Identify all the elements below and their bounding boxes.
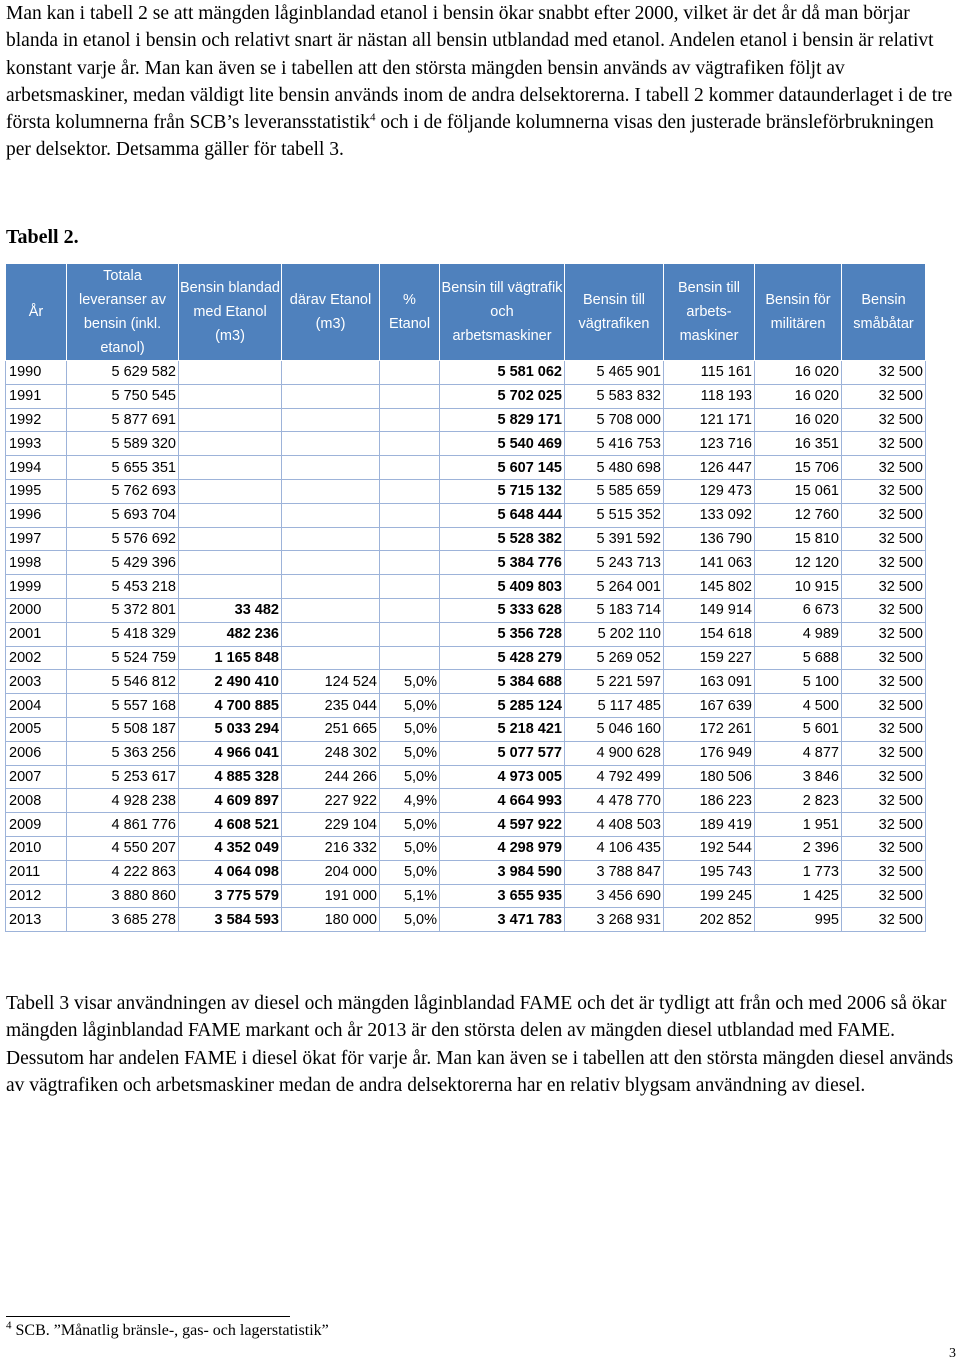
header-total-deliveries: Totala leveranser av bensin (inkl. etanol) [67,264,179,361]
cell-road-traffic: 5 515 352 [565,503,664,527]
cell-work-machinery: 133 092 [664,503,755,527]
cell-road-traffic: 5 243 713 [565,551,664,575]
cell-small-boats: 32 500 [842,789,926,813]
cell-ethanol-percent: 5,0% [380,741,440,765]
cell-ethanol-percent: 5,1% [380,884,440,908]
cell-year: 1994 [6,456,67,480]
cell-year: 2004 [6,694,67,718]
cell-road-traffic: 4 478 770 [565,789,664,813]
cell-blended-petrol: 4 700 885 [179,694,282,718]
table-row [6,503,926,527]
cell-small-boats: 32 500 [842,908,926,932]
cell-small-boats: 32 500 [842,836,926,860]
cell-blended-petrol [179,527,282,551]
cell-ethanol-amount [282,646,380,670]
cell-work-machinery: 163 091 [664,670,755,694]
cell-total-deliveries: 5 655 351 [67,456,179,480]
cell-road-and-machinery: 3 655 935 [440,884,565,908]
table-row [6,408,926,432]
table-row [6,908,926,932]
cell-small-boats: 32 500 [842,670,926,694]
cell-year: 1996 [6,503,67,527]
cell-small-boats: 32 500 [842,575,926,599]
cell-blended-petrol [179,575,282,599]
cell-blended-petrol: 1 165 848 [179,646,282,670]
table-row [6,361,926,385]
table-body [6,361,926,932]
header-blended-petrol: Bensin blandad med Etanol (m3) [179,264,282,361]
footnote [6,1319,329,1340]
cell-ethanol-amount [282,575,380,599]
cell-military: 15 810 [755,527,842,551]
cell-small-boats: 32 500 [842,765,926,789]
cell-work-machinery: 186 223 [664,789,755,813]
intro-text-part2: och i de följande kolumnerna visas den justerade bränsleförbrukningen per delsektor. Detsamma gäller för tabell 3. [6,112,934,161]
cell-ethanol-amount [282,408,380,432]
cell-blended-petrol: 33 482 [179,598,282,622]
table-row [6,694,926,718]
cell-ethanol-percent [380,598,440,622]
cell-year: 1990 [6,361,67,385]
cell-blended-petrol: 4 966 041 [179,741,282,765]
cell-road-traffic: 5 221 597 [565,670,664,694]
cell-road-and-machinery: 5 428 279 [440,646,565,670]
cell-road-traffic: 5 416 753 [565,432,664,456]
cell-military: 4 989 [755,622,842,646]
cell-year: 1993 [6,432,67,456]
cell-blended-petrol [179,503,282,527]
cell-total-deliveries: 5 546 812 [67,670,179,694]
cell-total-deliveries: 5 418 329 [67,622,179,646]
cell-ethanol-amount [282,384,380,408]
table-row [6,384,926,408]
cell-work-machinery: 121 171 [664,408,755,432]
table-row [6,479,926,503]
table-row [6,575,926,599]
cell-ethanol-amount: 235 044 [282,694,380,718]
cell-work-machinery: 126 447 [664,456,755,480]
cell-ethanol-amount [282,503,380,527]
cell-total-deliveries: 5 524 759 [67,646,179,670]
cell-total-deliveries: 5 693 704 [67,503,179,527]
cell-road-and-machinery: 5 409 803 [440,575,565,599]
cell-ethanol-percent [380,622,440,646]
intro-text-part1: Man kan i tabell 2 se att mängden låginblandad etanol i bensin ökar snabbt efter 2000, vilket är det år då man börjar blanda in etanol i bensin och relativt snart är nästan all bensin utblandad med etanol. Andelen etanol i bensin är relativt konstant varje år. Man kan även se i tabellen att den största mängden bensin används av vägtrafiken följt av arbetsmaskiner, medan väldigt lite bensin används inom de andra delsektorerna. I tabell 2 kommer dataunderlaget i de tre första kolumnerna från SCB’s leveransstatistik [6,3,953,134]
cell-year: 2002 [6,646,67,670]
cell-road-traffic: 5 585 659 [565,479,664,503]
cell-ethanol-amount [282,361,380,385]
cell-road-traffic: 4 900 628 [565,741,664,765]
cell-total-deliveries: 5 429 396 [67,551,179,575]
cell-blended-petrol: 4 609 897 [179,789,282,813]
cell-small-boats: 32 500 [842,741,926,765]
cell-military: 5 100 [755,670,842,694]
cell-total-deliveries: 4 928 238 [67,789,179,813]
cell-military: 5 688 [755,646,842,670]
cell-ethanol-percent [380,361,440,385]
cell-road-traffic: 3 788 847 [565,860,664,884]
table-row [6,717,926,741]
cell-ethanol-amount: 227 922 [282,789,380,813]
cell-road-and-machinery: 3 471 783 [440,908,565,932]
cell-year: 2006 [6,741,67,765]
cell-blended-petrol [179,479,282,503]
cell-year: 2009 [6,813,67,837]
cell-road-and-machinery: 5 540 469 [440,432,565,456]
cell-blended-petrol [179,456,282,480]
intro-paragraph [6,0,958,164]
cell-ethanol-amount: 204 000 [282,860,380,884]
cell-small-boats: 32 500 [842,860,926,884]
page-number: 3 [949,1346,956,1361]
cell-road-and-machinery: 4 973 005 [440,765,565,789]
cell-ethanol-percent: 4,9% [380,789,440,813]
cell-ethanol-amount: 216 332 [282,836,380,860]
cell-ethanol-amount: 180 000 [282,908,380,932]
cell-military: 16 020 [755,384,842,408]
cell-small-boats: 32 500 [842,813,926,837]
table-row [6,670,926,694]
cell-total-deliveries: 5 877 691 [67,408,179,432]
cell-work-machinery: 199 245 [664,884,755,908]
cell-road-traffic: 5 583 832 [565,384,664,408]
cell-work-machinery: 145 802 [664,575,755,599]
cell-year: 1999 [6,575,67,599]
cell-ethanol-amount [282,456,380,480]
fuel-table-container [5,263,926,932]
cell-total-deliveries: 4 861 776 [67,813,179,837]
cell-blended-petrol: 3 584 593 [179,908,282,932]
cell-total-deliveries: 3 685 278 [67,908,179,932]
cell-road-traffic: 5 183 714 [565,598,664,622]
cell-military: 16 020 [755,361,842,385]
cell-ethanol-amount: 124 524 [282,670,380,694]
table-row [6,765,926,789]
cell-work-machinery: 115 161 [664,361,755,385]
cell-year: 2008 [6,789,67,813]
cell-military: 12 120 [755,551,842,575]
table-row [6,836,926,860]
header-ethanol-amount: därav Etanol (m3) [282,264,380,361]
cell-military: 4 500 [755,694,842,718]
table-header-row [6,264,926,361]
table-row [6,527,926,551]
cell-ethanol-percent [380,456,440,480]
cell-total-deliveries: 5 629 582 [67,361,179,385]
cell-ethanol-amount [282,622,380,646]
cell-road-and-machinery: 5 581 062 [440,361,565,385]
table-row [6,860,926,884]
cell-total-deliveries: 5 372 801 [67,598,179,622]
cell-work-machinery: 172 261 [664,717,755,741]
cell-year: 2001 [6,622,67,646]
cell-road-and-machinery: 3 984 590 [440,860,565,884]
cell-military: 1 951 [755,813,842,837]
cell-work-machinery: 176 949 [664,741,755,765]
cell-year: 2003 [6,670,67,694]
cell-ethanol-amount [282,432,380,456]
cell-blended-petrol: 482 236 [179,622,282,646]
cell-small-boats: 32 500 [842,717,926,741]
cell-small-boats: 32 500 [842,456,926,480]
cell-road-traffic: 4 106 435 [565,836,664,860]
cell-military: 12 760 [755,503,842,527]
cell-road-and-machinery: 5 356 728 [440,622,565,646]
cell-year: 1992 [6,408,67,432]
cell-ethanol-percent: 5,0% [380,836,440,860]
cell-military: 5 601 [755,717,842,741]
cell-small-boats: 32 500 [842,408,926,432]
cell-blended-petrol [179,408,282,432]
cell-road-traffic: 5 708 000 [565,408,664,432]
footnote-divider [6,1316,290,1317]
cell-ethanol-percent: 5,0% [380,765,440,789]
cell-small-boats: 32 500 [842,646,926,670]
cell-work-machinery: 180 506 [664,765,755,789]
cell-total-deliveries: 5 576 692 [67,527,179,551]
cell-military: 10 915 [755,575,842,599]
cell-work-machinery: 129 473 [664,479,755,503]
cell-year: 2013 [6,908,67,932]
cell-year: 1991 [6,384,67,408]
header-road-traffic: Bensin till vägtrafiken [565,264,664,361]
cell-ethanol-percent: 5,0% [380,813,440,837]
table-row [6,646,926,670]
cell-work-machinery: 136 790 [664,527,755,551]
cell-total-deliveries: 5 589 320 [67,432,179,456]
cell-total-deliveries: 4 222 863 [67,860,179,884]
cell-road-traffic: 5 117 485 [565,694,664,718]
cell-road-traffic: 5 465 901 [565,361,664,385]
cell-ethanol-amount: 229 104 [282,813,380,837]
cell-work-machinery: 141 063 [664,551,755,575]
cell-ethanol-amount [282,551,380,575]
cell-year: 2011 [6,860,67,884]
table-row [6,789,926,813]
cell-ethanol-percent [380,646,440,670]
cell-road-and-machinery: 5 077 577 [440,741,565,765]
cell-road-traffic: 5 391 592 [565,527,664,551]
cell-blended-petrol [179,384,282,408]
cell-ethanol-percent [380,432,440,456]
cell-small-boats: 32 500 [842,694,926,718]
cell-year: 2000 [6,598,67,622]
cell-ethanol-amount: 251 665 [282,717,380,741]
cell-road-and-machinery: 4 597 922 [440,813,565,837]
table-row [6,456,926,480]
cell-blended-petrol: 2 490 410 [179,670,282,694]
cell-year: 2007 [6,765,67,789]
cell-ethanol-percent [380,551,440,575]
header-road-and-machinery: Bensin till vägtrafik och arbetsmaskiner [440,264,565,361]
cell-road-and-machinery: 5 829 171 [440,408,565,432]
cell-blended-petrol: 4 885 328 [179,765,282,789]
cell-blended-petrol [179,432,282,456]
cell-military: 3 846 [755,765,842,789]
cell-ethanol-amount: 248 302 [282,741,380,765]
cell-road-and-machinery: 4 664 993 [440,789,565,813]
cell-total-deliveries: 5 363 256 [67,741,179,765]
table-caption: Tabell 2. [6,226,79,248]
cell-military: 1 773 [755,860,842,884]
cell-road-and-machinery: 5 333 628 [440,598,565,622]
cell-blended-petrol [179,551,282,575]
cell-blended-petrol: 4 608 521 [179,813,282,837]
cell-total-deliveries: 5 453 218 [67,575,179,599]
table-row [6,884,926,908]
cell-road-traffic: 5 046 160 [565,717,664,741]
cell-year: 2010 [6,836,67,860]
cell-blended-petrol: 3 775 579 [179,884,282,908]
cell-road-traffic: 4 792 499 [565,765,664,789]
cell-military: 4 877 [755,741,842,765]
cell-small-boats: 32 500 [842,884,926,908]
table-row [6,432,926,456]
diesel-paragraph: Tabell 3 visar användningen av diesel och mängden låginblandad FAME och det är tydligt att från och med 2006 så ökar mängden låginblandad FAME markant och år 2013 är den största delen av mängden diesel utblandad med FAME. Dessutom har andelen FAME i diesel ökat för varje år. Man kan även se i tabellen att den största mängden diesel används av vägtrafiken och arbetsmaskiner medan de andra delsektorerna har en relativ blygsam användning av diesel. [6,993,954,1096]
cell-work-machinery: 192 544 [664,836,755,860]
cell-ethanol-percent [380,479,440,503]
cell-road-and-machinery: 5 528 382 [440,527,565,551]
footnote-text: SCB. ”Månatlig bränsle-, gas- och lagerstatistik” [11,1322,329,1339]
cell-total-deliveries: 5 762 693 [67,479,179,503]
cell-ethanol-percent: 5,0% [380,908,440,932]
cell-year: 2005 [6,717,67,741]
cell-military: 16 020 [755,408,842,432]
cell-year: 1995 [6,479,67,503]
cell-military: 995 [755,908,842,932]
footnote-marker: 4 [6,1319,12,1332]
cell-small-boats: 32 500 [842,598,926,622]
cell-ethanol-amount [282,527,380,551]
cell-ethanol-amount [282,479,380,503]
cell-road-and-machinery: 5 285 124 [440,694,565,718]
cell-ethanol-percent: 5,0% [380,717,440,741]
cell-road-traffic: 5 480 698 [565,456,664,480]
cell-total-deliveries: 5 557 168 [67,694,179,718]
cell-small-boats: 32 500 [842,527,926,551]
cell-year: 1997 [6,527,67,551]
cell-road-and-machinery: 5 702 025 [440,384,565,408]
cell-ethanol-percent: 5,0% [380,670,440,694]
cell-road-and-machinery: 5 218 421 [440,717,565,741]
cell-ethanol-percent [380,408,440,432]
cell-blended-petrol: 4 064 098 [179,860,282,884]
cell-year: 1998 [6,551,67,575]
cell-road-and-machinery: 5 648 444 [440,503,565,527]
cell-small-boats: 32 500 [842,622,926,646]
cell-road-traffic: 5 269 052 [565,646,664,670]
cell-military: 1 425 [755,884,842,908]
cell-small-boats: 32 500 [842,432,926,456]
cell-small-boats: 32 500 [842,479,926,503]
table-row [6,741,926,765]
cell-ethanol-percent [380,527,440,551]
cell-year: 2012 [6,884,67,908]
fuel-table [5,263,926,932]
cell-small-boats: 32 500 [842,361,926,385]
cell-ethanol-amount [282,598,380,622]
cell-total-deliveries: 3 880 860 [67,884,179,908]
table-row [6,598,926,622]
cell-total-deliveries: 5 253 617 [67,765,179,789]
cell-work-machinery: 195 743 [664,860,755,884]
cell-blended-petrol: 5 033 294 [179,717,282,741]
cell-road-traffic: 3 268 931 [565,908,664,932]
cell-work-machinery: 202 852 [664,908,755,932]
cell-work-machinery: 167 639 [664,694,755,718]
cell-blended-petrol: 4 352 049 [179,836,282,860]
cell-military: 6 673 [755,598,842,622]
cell-road-and-machinery: 5 384 776 [440,551,565,575]
cell-blended-petrol [179,361,282,385]
cell-ethanol-percent [380,503,440,527]
cell-road-traffic: 5 264 001 [565,575,664,599]
cell-road-traffic: 3 456 690 [565,884,664,908]
cell-military: 2 823 [755,789,842,813]
cell-total-deliveries: 5 508 187 [67,717,179,741]
cell-small-boats: 32 500 [842,551,926,575]
table-row [6,813,926,837]
footnote-reference: 4 [369,111,376,124]
cell-road-traffic: 5 202 110 [565,622,664,646]
cell-work-machinery: 149 914 [664,598,755,622]
cell-ethanol-percent [380,384,440,408]
cell-ethanol-percent [380,575,440,599]
cell-small-boats: 32 500 [842,384,926,408]
cell-work-machinery: 159 227 [664,646,755,670]
cell-ethanol-amount: 191 000 [282,884,380,908]
cell-total-deliveries: 4 550 207 [67,836,179,860]
cell-small-boats: 32 500 [842,503,926,527]
cell-work-machinery: 118 193 [664,384,755,408]
cell-total-deliveries: 5 750 545 [67,384,179,408]
cell-work-machinery: 189 419 [664,813,755,837]
header-work-machinery: Bensin till arbets-maskiner [664,264,755,361]
cell-road-traffic: 4 408 503 [565,813,664,837]
table-row [6,622,926,646]
cell-military: 16 351 [755,432,842,456]
table-row [6,551,926,575]
cell-military: 15 706 [755,456,842,480]
cell-road-and-machinery: 5 384 688 [440,670,565,694]
cell-ethanol-percent: 5,0% [380,694,440,718]
cell-work-machinery: 154 618 [664,622,755,646]
header-military: Bensin för militären [755,264,842,361]
cell-military: 15 061 [755,479,842,503]
cell-road-and-machinery: 5 607 145 [440,456,565,480]
header-small-boats: Bensin småbåtar [842,264,926,361]
header-ethanol-percent: % Etanol [380,264,440,361]
cell-work-machinery: 123 716 [664,432,755,456]
cell-road-and-machinery: 4 298 979 [440,836,565,860]
cell-ethanol-percent: 5,0% [380,860,440,884]
cell-ethanol-amount: 244 266 [282,765,380,789]
header-year: År [6,264,67,361]
cell-road-and-machinery: 5 715 132 [440,479,565,503]
cell-military: 2 396 [755,836,842,860]
